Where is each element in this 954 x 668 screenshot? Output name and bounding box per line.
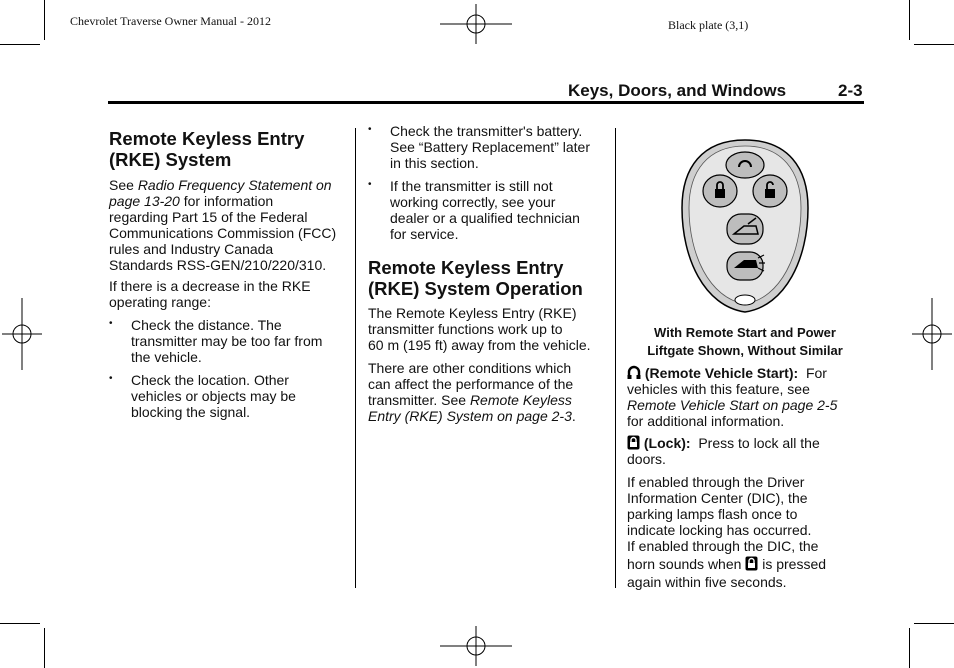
registration-mark [912,298,952,370]
header-rule [108,101,864,104]
crop-mark [44,0,45,40]
section-heading: Remote Keyless Entry (RKE) System Operation [368,257,583,299]
range-operation-paragraph: The Remote Keyless Entry (RKE) transmitter functions work up to 60 m (195 ft) away from the vehicle. [368,305,591,353]
crop-mark [914,623,954,624]
section-heading: Remote Keyless Entry (RKE) System [109,128,305,170]
crop-mark [44,628,45,668]
crop-mark [914,44,954,45]
list-item: • Check the location. Other vehicles or objects may be blocking the signal. [109,372,296,420]
section-title: Keys, Doors, and Windows [568,81,787,100]
crop-mark [0,44,40,45]
crop-mark [909,0,910,40]
column-divider [615,128,616,588]
plate-label: Black plate (3,1) [668,18,749,32]
crop-mark [0,623,40,624]
lock-paragraph: (Lock): Press to lock all the doors. [627,435,820,467]
remote-start-paragraph: (Remote Vehicle Start): For vehicles with this feature, see Remote Vehicle Start on page 2-5 for additional information. [627,365,838,429]
lock-icon [627,435,640,450]
manual-title: Chevrolet Traverse Owner Manual - 2012 [70,14,271,28]
column-divider [355,128,356,588]
dic-paragraph: If enabled through the Driver Information Center (DIC), the parking lamps flash once to indicate locking has occurred. If enabled through the DIC, the horn sounds when is pressed again within five seconds. [627,474,827,590]
figure-caption: With Remote Start and Power Liftgate Shown, Without Similar [647,325,843,358]
rke-transmitter-illustration [678,138,812,316]
crop-mark [909,628,910,668]
list-item: • Check the distance. The transmitter may be too far from the vehicle. [109,317,323,365]
registration-mark [2,298,42,370]
range-paragraph: If there is a decrease in the RKE operating range: [109,278,311,310]
page-number: 2-3 [838,81,863,100]
fcc-paragraph: See Radio Frequency Statement on page 13-20 for information regarding Part 15 of the Federal Communications Commission (FCC) rules and Industry Canada Standards RSS-GEN/210/220/310. [109,177,337,273]
list-item: • Check the transmitter's battery. See “Battery Replacement” later in this section. [368,123,590,171]
list-item: • If the transmitter is still not working correctly, see your dealer or a qualified technician for service. [368,178,580,242]
registration-mark [440,626,512,666]
registration-mark [440,4,512,44]
lock-icon [745,556,758,571]
conditions-paragraph: There are other conditions which can affect the performance of the transmitter. See Remote Keyless Entry (RKE) System on page 2-3. [368,360,576,424]
remote-start-icon [627,365,641,380]
